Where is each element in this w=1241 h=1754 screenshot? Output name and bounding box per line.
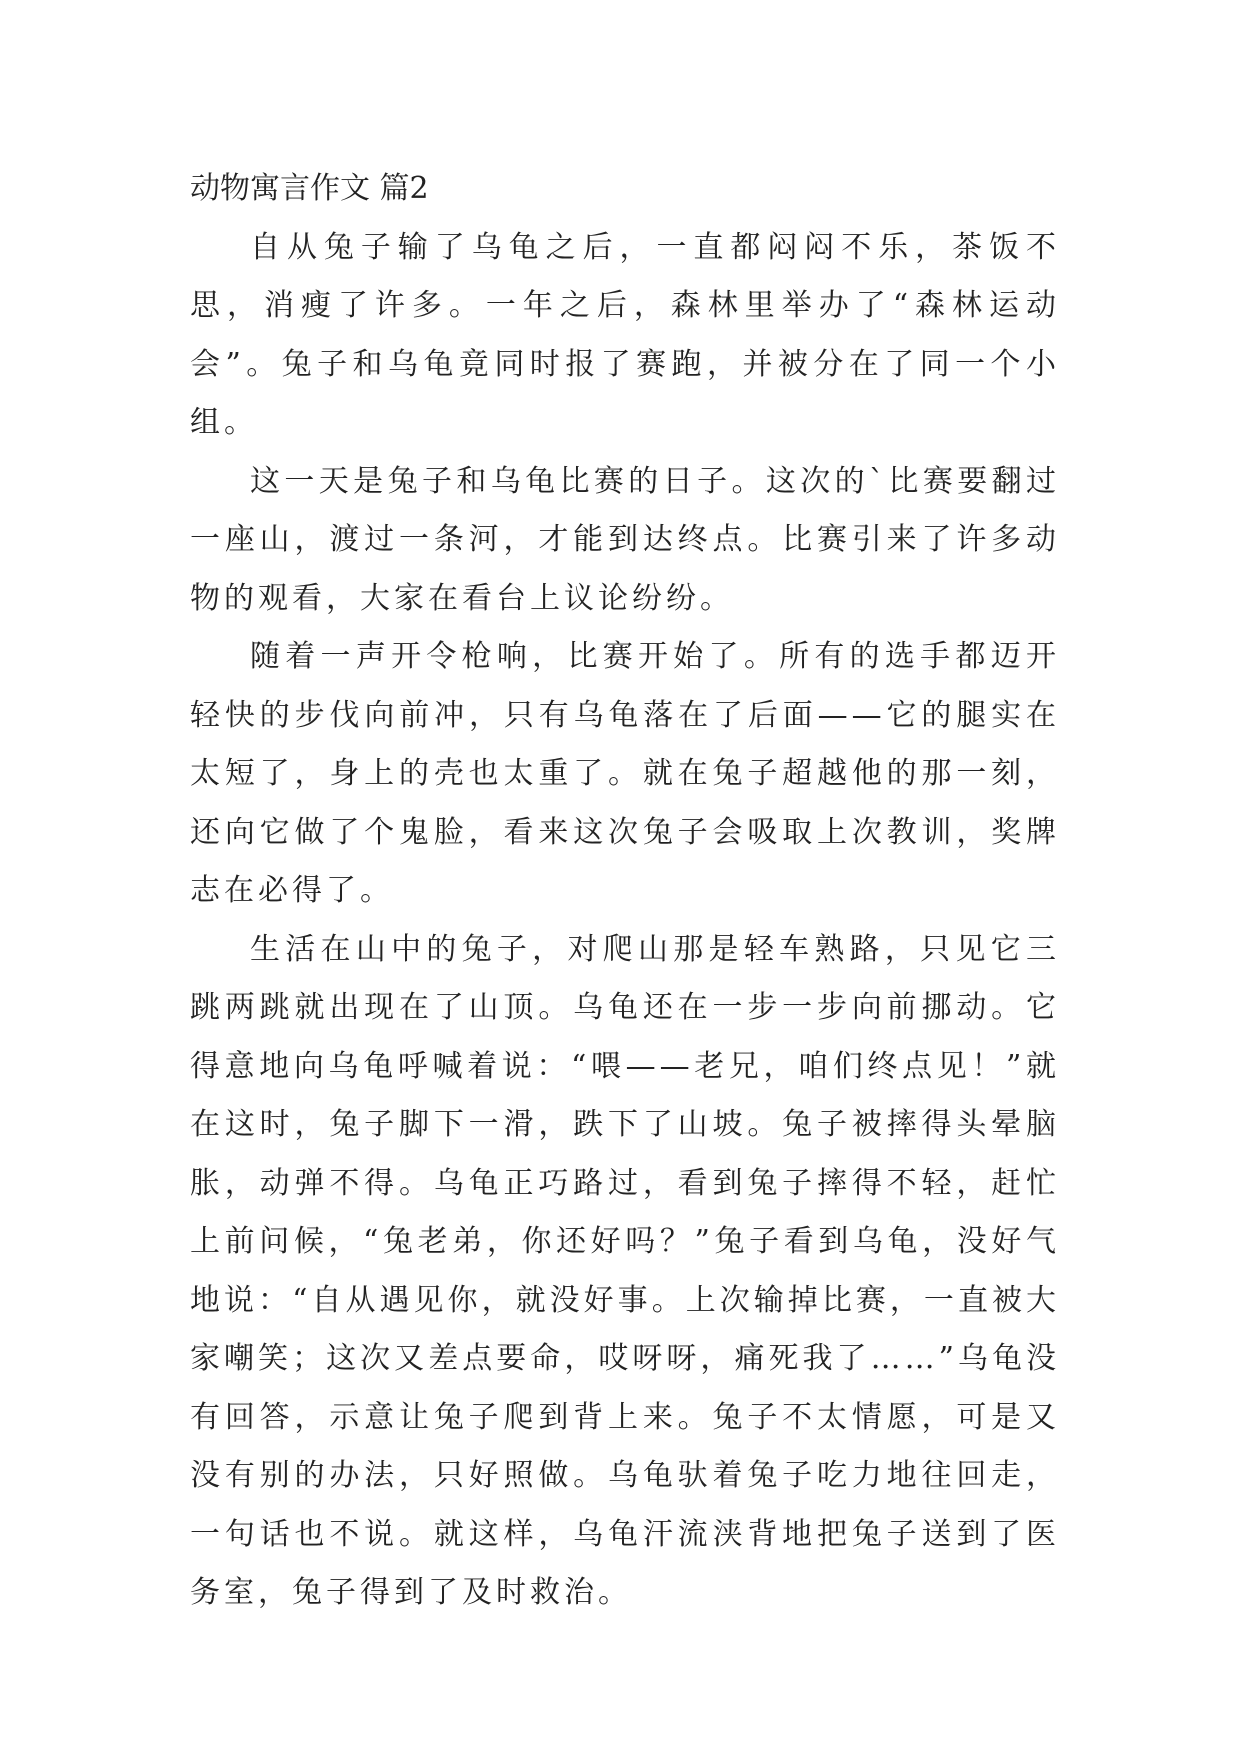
paragraph-3: 随着一声开令枪响，比赛开始了。所有的选手都迈开轻快的步伐向前冲，只有乌龟落在了后面——它的腿实在太短了，身上的壳也太重了。就在兔子超越他的那一刻，还向它做了个鬼脸，看来这次兔子会吸取上次教训，奖牌志在必得了。 <box>190 639 1060 908</box>
paragraph-2: 这一天是兔子和乌龟比赛的日子。这次的`比赛要翻过一座山，渡过一条河，才能到达终点。比赛引来了许多动物的观看，大家在看台上议论纷纷。 <box>190 463 1060 616</box>
document-title: 动物寓言作文 篇2 <box>190 171 429 206</box>
document-body <box>190 160 1060 1623</box>
paragraph-1: 自从兔子输了乌龟之后，一直都闷闷不乐，茶饭不思，消瘦了许多。一年之后，森林里举办了“森林运动会”。兔子和乌龟竟同时报了赛跑，并被分在了同一个小组。 <box>190 229 1060 440</box>
paragraph-4: 生活在山中的兔子，对爬山那是轻车熟路，只见它三跳两跳就出现在了山顶。乌龟还在一步一步向前挪动。它得意地向乌龟呼喊着说：“喂——老兄，咱们终点见！”就在这时，兔子脚下一滑，跌下了山坡。兔子被摔得头晕脑胀，动弹不得。乌龟正巧路过，看到兔子摔得不轻，赶忙上前问候，“兔老弟，你还好吗？”兔子看到乌龟，没好气地说：“自从遇见你，就没好事。上次输掉比赛，一直被大家嘲笑；这次又差点要命，哎呀呀，痛死我了……”乌龟没有回答，示意让兔子爬到背上来。兔子不太情愿，可是又没有别的办法，只好照做。乌龟驮着兔子吃力地往回走，一句话也不说。就这样，乌龟汗流浃背地把兔子送到了医务室，兔子得到了及时救治。 <box>190 931 1060 1610</box>
